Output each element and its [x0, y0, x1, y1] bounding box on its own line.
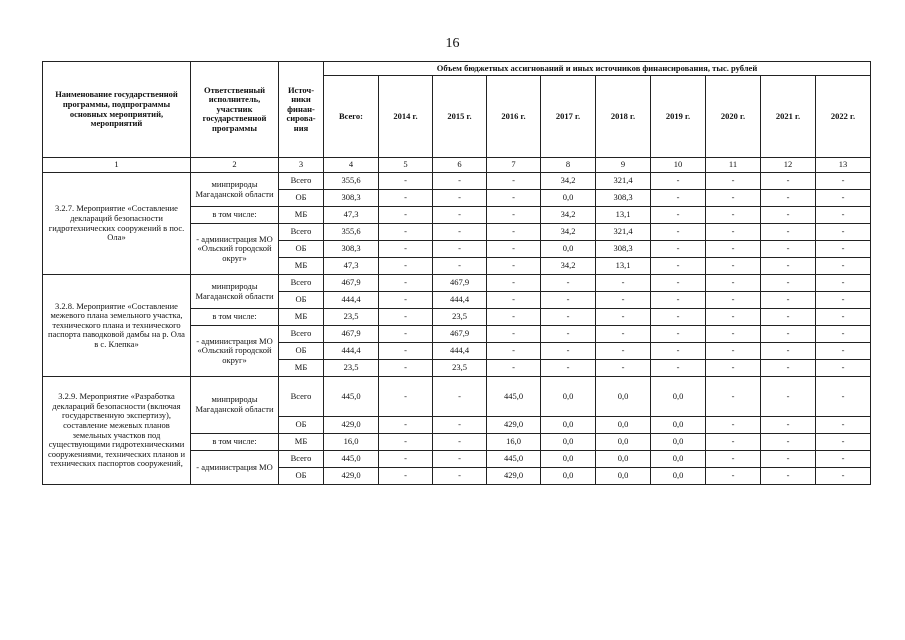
value-year: - — [541, 360, 596, 377]
funding-source: ОБ — [279, 343, 324, 360]
executor-label: минприроды Магаданской области — [191, 173, 279, 207]
value-total: 47,3 — [324, 207, 379, 224]
table-row — [43, 173, 871, 190]
value-total: 355,6 — [324, 173, 379, 190]
value-year: - — [761, 468, 816, 485]
value-year: - — [816, 173, 871, 190]
value-year: - — [596, 360, 651, 377]
value-year: - — [816, 377, 871, 417]
header-year: 2015 г. — [433, 76, 487, 158]
value-year: - — [761, 275, 816, 292]
value-year: - — [706, 343, 761, 360]
value-year: - — [433, 173, 487, 190]
header-year: 2020 г. — [706, 76, 761, 158]
executor-label: минприроды Магаданской области — [191, 377, 279, 434]
value-year: 0,0 — [596, 451, 651, 468]
value-year: - — [816, 292, 871, 309]
value-total: 308,3 — [324, 190, 379, 207]
value-total: 23,5 — [324, 309, 379, 326]
value-year: - — [379, 451, 433, 468]
value-year: - — [651, 275, 706, 292]
value-year: - — [487, 190, 541, 207]
value-year: - — [706, 326, 761, 343]
value-year: 308,3 — [596, 241, 651, 258]
header-total: Всего: — [324, 76, 379, 158]
value-total: 23,5 — [324, 360, 379, 377]
value-year: - — [761, 258, 816, 275]
value-year: - — [433, 377, 487, 417]
funding-source: Всего — [279, 275, 324, 292]
value-year: - — [816, 468, 871, 485]
value-year: - — [487, 360, 541, 377]
header-source: Источ-ники финан-сирова-ния — [279, 62, 324, 158]
value-year: 0,0 — [541, 241, 596, 258]
value-year: - — [379, 292, 433, 309]
value-year: - — [706, 434, 761, 451]
page-number: 16 — [445, 36, 460, 51]
value-year: 467,9 — [433, 326, 487, 343]
value-year: - — [379, 326, 433, 343]
value-year: 429,0 — [487, 417, 541, 434]
table-body — [43, 173, 871, 485]
value-year: - — [651, 360, 706, 377]
value-year: - — [761, 343, 816, 360]
value-year: - — [816, 224, 871, 241]
funding-source: ОБ — [279, 468, 324, 485]
funding-source: ОБ — [279, 292, 324, 309]
value-year: - — [706, 292, 761, 309]
executor-label: в том числе: — [191, 434, 279, 451]
value-year: - — [706, 207, 761, 224]
executor-label: минприроды Магаданской области — [191, 275, 279, 309]
value-year: - — [487, 173, 541, 190]
value-year: 0,0 — [651, 434, 706, 451]
value-year: 16,0 — [487, 434, 541, 451]
value-year: - — [816, 207, 871, 224]
value-year: - — [816, 360, 871, 377]
value-year: - — [487, 207, 541, 224]
value-total: 444,4 — [324, 343, 379, 360]
column-number: 11 — [706, 158, 761, 173]
value-year: - — [596, 326, 651, 343]
executor-label: - администрация МО — [191, 451, 279, 485]
value-year: - — [761, 326, 816, 343]
value-year: - — [761, 377, 816, 417]
value-year: - — [816, 258, 871, 275]
value-year: 445,0 — [487, 377, 541, 417]
value-year: 13,1 — [596, 258, 651, 275]
value-year: 0,0 — [651, 417, 706, 434]
value-year: - — [816, 451, 871, 468]
funding-source: МБ — [279, 207, 324, 224]
executor-label: - администрация МО «Ольский городской округ» — [191, 224, 279, 275]
value-year: - — [761, 224, 816, 241]
value-year: 444,4 — [433, 343, 487, 360]
header-year: 2018 г. — [596, 76, 651, 158]
funding-source: ОБ — [279, 241, 324, 258]
value-total: 308,3 — [324, 241, 379, 258]
value-year: 0,0 — [541, 377, 596, 417]
value-year: - — [816, 417, 871, 434]
value-year: - — [706, 360, 761, 377]
value-year: 0,0 — [596, 417, 651, 434]
value-year: 34,2 — [541, 258, 596, 275]
value-year: - — [596, 275, 651, 292]
value-year: - — [706, 224, 761, 241]
value-year: - — [487, 258, 541, 275]
value-year: - — [541, 275, 596, 292]
value-year: - — [706, 417, 761, 434]
executor-label: в том числе: — [191, 207, 279, 224]
header-name: Наименование государственной программы, подпрограммы основных мероприятий, мероприятий — [43, 62, 191, 158]
value-year: - — [379, 468, 433, 485]
value-year: - — [433, 468, 487, 485]
value-year: - — [651, 258, 706, 275]
value-year: - — [487, 241, 541, 258]
header-year: 2017 г. — [541, 76, 596, 158]
value-year: - — [761, 434, 816, 451]
column-number: 4 — [324, 158, 379, 173]
value-year: - — [487, 224, 541, 241]
value-year: 34,2 — [541, 173, 596, 190]
value-year: 0,0 — [651, 468, 706, 485]
value-year: 321,4 — [596, 224, 651, 241]
activity-name: 3.2.9. Мероприятие «Разработка деклараций безопасности (включая государственную экспертизу), составление межевых планов земельных участков под существующими гидротехническими сооружениями, технических планов и технических паспортов сооружений, — [43, 377, 191, 485]
value-year: - — [379, 417, 433, 434]
header-year: 2016 г. — [487, 76, 541, 158]
value-total: 47,3 — [324, 258, 379, 275]
table-row — [43, 377, 871, 417]
value-year: - — [596, 343, 651, 360]
value-year: 34,2 — [541, 207, 596, 224]
value-year: - — [433, 224, 487, 241]
value-year: - — [487, 309, 541, 326]
financing-table — [42, 61, 871, 485]
activity-name: 3.2.8. Мероприятие «Составление межевого плана земельного участка, технического плана и технического паспорта паводковой дамбы на р. Ола в с. Клепка» — [43, 275, 191, 377]
funding-source: ОБ — [279, 190, 324, 207]
value-year: - — [487, 343, 541, 360]
value-year: - — [651, 241, 706, 258]
column-numbers-row — [43, 158, 871, 173]
value-year: 0,0 — [541, 451, 596, 468]
value-year: 0,0 — [541, 190, 596, 207]
value-year: - — [816, 241, 871, 258]
value-year: - — [596, 309, 651, 326]
column-number: 10 — [651, 158, 706, 173]
value-year: - — [706, 451, 761, 468]
value-total: 355,6 — [324, 224, 379, 241]
value-year: - — [487, 326, 541, 343]
header-year: 2021 г. — [761, 76, 816, 158]
value-year: - — [379, 275, 433, 292]
column-number: 9 — [596, 158, 651, 173]
value-year: - — [816, 190, 871, 207]
column-number: 12 — [761, 158, 816, 173]
activity-name: 3.2.7. Мероприятие «Составление деклараций безопасности гидротехнических сооружений в пос. Ола» — [43, 173, 191, 275]
value-year: - — [596, 292, 651, 309]
value-total: 467,9 — [324, 326, 379, 343]
value-year: - — [706, 258, 761, 275]
value-year: - — [706, 309, 761, 326]
value-year: - — [433, 241, 487, 258]
header-year: 2022 г. — [816, 76, 871, 158]
value-total: 16,0 — [324, 434, 379, 451]
value-year: - — [816, 275, 871, 292]
value-year: - — [761, 360, 816, 377]
value-total: 429,0 — [324, 417, 379, 434]
value-year: 0,0 — [541, 417, 596, 434]
funding-source: МБ — [279, 360, 324, 377]
value-year: - — [651, 326, 706, 343]
value-total: 445,0 — [324, 451, 379, 468]
value-year: - — [487, 292, 541, 309]
value-year: 321,4 — [596, 173, 651, 190]
value-year: - — [761, 417, 816, 434]
value-year: 445,0 — [487, 451, 541, 468]
value-year: - — [651, 343, 706, 360]
value-year: - — [379, 224, 433, 241]
value-year: - — [433, 190, 487, 207]
value-year: - — [761, 451, 816, 468]
value-year: - — [541, 343, 596, 360]
value-year: - — [651, 309, 706, 326]
value-year: 467,9 — [433, 275, 487, 292]
executor-label: - администрация МО «Ольский городской округ» — [191, 326, 279, 377]
funding-source: МБ — [279, 434, 324, 451]
header-year: 2014 г. — [379, 76, 433, 158]
value-year: 0,0 — [651, 451, 706, 468]
value-year: - — [487, 275, 541, 292]
value-year: - — [761, 241, 816, 258]
value-year: - — [379, 173, 433, 190]
column-number: 8 — [541, 158, 596, 173]
value-year: - — [761, 292, 816, 309]
funding-source: Всего — [279, 377, 324, 417]
value-year: - — [651, 224, 706, 241]
value-year: - — [706, 241, 761, 258]
value-year: 0,0 — [541, 468, 596, 485]
value-year: - — [433, 258, 487, 275]
value-total: 445,0 — [324, 377, 379, 417]
value-year: - — [379, 241, 433, 258]
value-year: - — [761, 207, 816, 224]
header-executor: Ответственный исполнитель, участник государственной программы — [191, 62, 279, 158]
value-year: - — [816, 309, 871, 326]
funding-source: Всего — [279, 326, 324, 343]
value-year: 429,0 — [487, 468, 541, 485]
value-total: 429,0 — [324, 468, 379, 485]
column-number: 1 — [43, 158, 191, 173]
value-year: - — [541, 309, 596, 326]
value-year: 34,2 — [541, 224, 596, 241]
value-year: 0,0 — [596, 434, 651, 451]
value-year: - — [761, 309, 816, 326]
value-year: - — [379, 258, 433, 275]
value-year: 0,0 — [596, 377, 651, 417]
funding-source: МБ — [279, 309, 324, 326]
value-year: - — [706, 173, 761, 190]
value-year: - — [433, 434, 487, 451]
value-year: - — [379, 434, 433, 451]
funding-source: Всего — [279, 451, 324, 468]
value-year: 0,0 — [541, 434, 596, 451]
value-year: - — [379, 343, 433, 360]
value-year: - — [433, 207, 487, 224]
column-number: 7 — [487, 158, 541, 173]
value-year: - — [816, 434, 871, 451]
funding-source: Всего — [279, 173, 324, 190]
funding-source: ОБ — [279, 417, 324, 434]
value-year: 308,3 — [596, 190, 651, 207]
value-year: - — [761, 173, 816, 190]
value-year: - — [379, 309, 433, 326]
value-year: - — [706, 377, 761, 417]
value-year: - — [379, 360, 433, 377]
value-total: 467,9 — [324, 275, 379, 292]
value-year: 0,0 — [651, 377, 706, 417]
executor-label: в том числе: — [191, 309, 279, 326]
value-year: - — [816, 343, 871, 360]
value-year: - — [433, 451, 487, 468]
column-number: 13 — [816, 158, 871, 173]
value-year: - — [379, 207, 433, 224]
value-year: - — [651, 173, 706, 190]
value-year: - — [706, 190, 761, 207]
value-year: - — [379, 190, 433, 207]
value-year: 13,1 — [596, 207, 651, 224]
column-number: 6 — [433, 158, 487, 173]
funding-source: МБ — [279, 258, 324, 275]
table-row — [43, 275, 871, 292]
value-year: 23,5 — [433, 309, 487, 326]
value-year: 444,4 — [433, 292, 487, 309]
value-year: - — [706, 468, 761, 485]
value-year: - — [379, 377, 433, 417]
value-year: - — [651, 207, 706, 224]
value-year: - — [816, 326, 871, 343]
value-year: - — [706, 275, 761, 292]
funding-source: Всего — [279, 224, 324, 241]
value-year: 0,0 — [596, 468, 651, 485]
value-year: - — [433, 417, 487, 434]
column-number: 3 — [279, 158, 324, 173]
value-year: 23,5 — [433, 360, 487, 377]
header-year: 2019 г. — [651, 76, 706, 158]
value-year: - — [541, 326, 596, 343]
column-number: 5 — [379, 158, 433, 173]
header-volume-title: Объем бюджетных ассигнований и иных источников финансирования, тыс. рублей — [324, 62, 871, 76]
value-total: 444,4 — [324, 292, 379, 309]
value-year: - — [651, 292, 706, 309]
value-year: - — [651, 190, 706, 207]
value-year: - — [761, 190, 816, 207]
value-year: - — [541, 292, 596, 309]
column-number: 2 — [191, 158, 279, 173]
